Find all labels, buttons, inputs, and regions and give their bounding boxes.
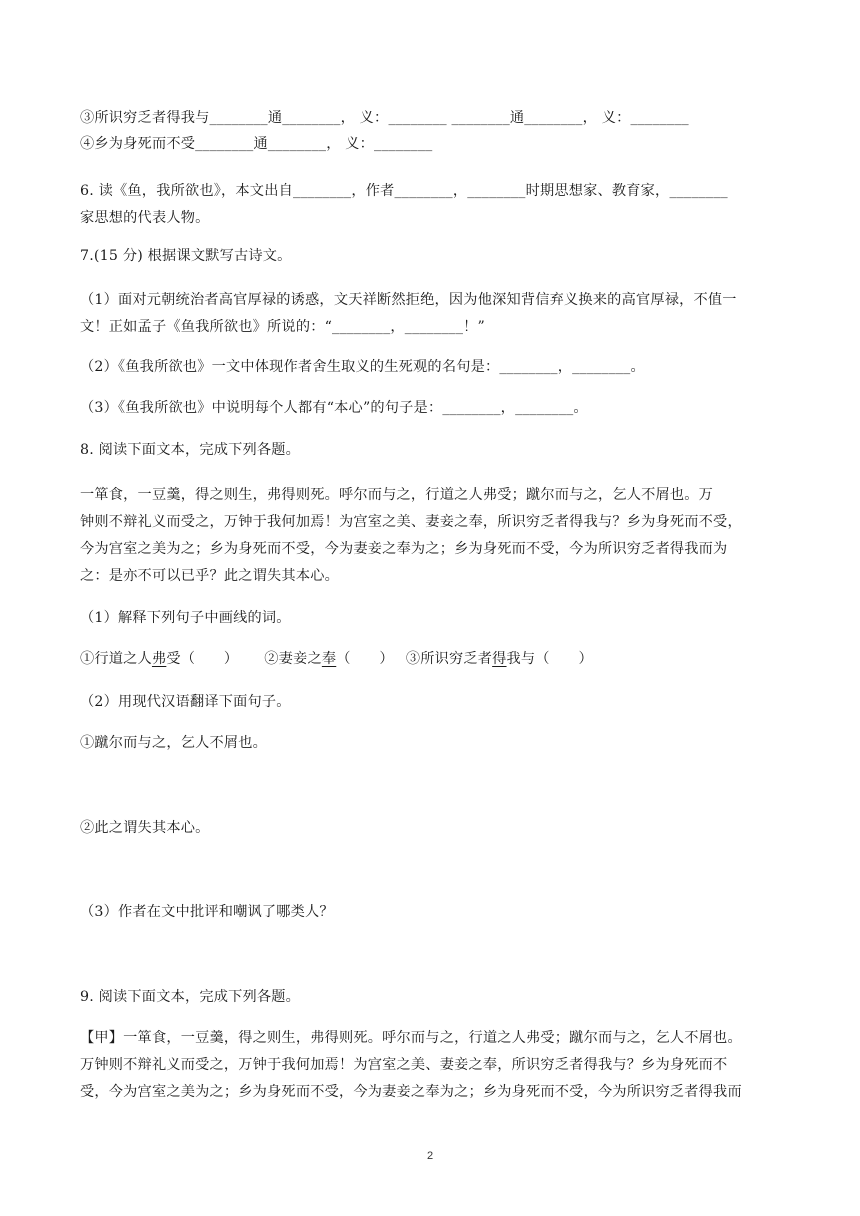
q9-passage-line-3: 受，今为宫室之美为之；乡为身死而不受，今为妻妾之奉为之；乡为身死而不受，今为所识穷乏者得我而 bbox=[80, 1084, 742, 1100]
q7-1-line-1: （1）面对元朝统治者高官厚禄的诱惑，文天祥断然拒绝，因为他深知背信弃义换来的高官厚禄，不值一 bbox=[80, 292, 737, 308]
q8-passage-line-4: 之：是亦不可以已乎？此之谓失其本心。 bbox=[80, 568, 339, 584]
q7-heading: 7.(15 分) 根据课文默写古诗文。 bbox=[80, 248, 292, 264]
q8-3: （3）作者在文中批评和嘲讽了哪类人？ bbox=[80, 904, 334, 920]
q8-1-heading: （1）解释下列句子中画线的词。 bbox=[80, 610, 291, 626]
q8-1-item-c: ③所识穷乏者得我与（ ） bbox=[405, 651, 593, 667]
q9-passage-line-1: 【甲】一箪食，一豆羹，得之则生，弗得则死。呼尔而与之，行道之人弗受；蹴尔而与之，乞人不屑也。 bbox=[80, 1030, 742, 1046]
q8-1-items bbox=[80, 649, 780, 669]
q5-item-3: ③所识穷乏者得我与________通________， 义：________ ________通________， 义：________ bbox=[80, 110, 689, 126]
q8-1-item-a: ①行道之人弗受（ ） bbox=[80, 651, 239, 667]
q8-2-heading: （2）用现代汉语翻译下面句子。 bbox=[80, 694, 291, 710]
q8-passage-line-1: 一箪食，一豆羹，得之则生，弗得则死。呼尔而与之，行道之人弗受；蹴尔而与之，乞人不屑也。万 bbox=[80, 487, 714, 503]
q7-2: （2）《鱼我所欲也》一文中体现作者舍生取义的生死观的名句是：________，________。 bbox=[80, 359, 645, 375]
q8-2-item-2: ②此之谓失其本心。 bbox=[80, 820, 210, 836]
q8-passage-line-3: 今为宫室之美为之；乡为身死而不受，今为妻妾之奉为之；乡为身死而不受，今为所识穷乏者得我而为 bbox=[80, 541, 728, 557]
q9-passage-line-2: 万钟则不辩礼义而受之，万钟于我何加焉！为宫室之美、妻妾之奉，所识穷乏者得我与？乡为身死而不 bbox=[80, 1057, 728, 1073]
q5-item-4: ④乡为身死而不受________通________， 义：________ bbox=[80, 136, 433, 152]
q7-3: （3）《鱼我所欲也》中说明每个人都有“本心”的句子是：________，________。 bbox=[80, 400, 588, 416]
q6-line-1: 6. 读《鱼，我所欲也》，本文出自________，作者________，________时期思想家、教育家，________ bbox=[80, 183, 728, 199]
page-number: 2 bbox=[426, 1150, 434, 1162]
q8-heading: 8. 阅读下面文本，完成下列各题。 bbox=[80, 442, 301, 458]
q8-2-item-1: ①蹴尔而与之，乞人不屑也。 bbox=[80, 735, 268, 751]
q8-1-item-b: ②妻妾之奉（ ） bbox=[264, 651, 394, 667]
q8-passage-line-2: 钟则不辩礼义而受之，万钟于我何加焉！为宫室之美、妻妾之奉，所识穷乏者得我与？乡为身死而不受， bbox=[80, 514, 742, 530]
q9-heading: 9. 阅读下面文本，完成下列各题。 bbox=[80, 989, 301, 1005]
q7-1-line-2: 文！正如孟子《鱼我所欲也》所说的：“________，________！” bbox=[80, 319, 485, 335]
q6-line-2: 家思想的代表人物。 bbox=[80, 210, 210, 226]
